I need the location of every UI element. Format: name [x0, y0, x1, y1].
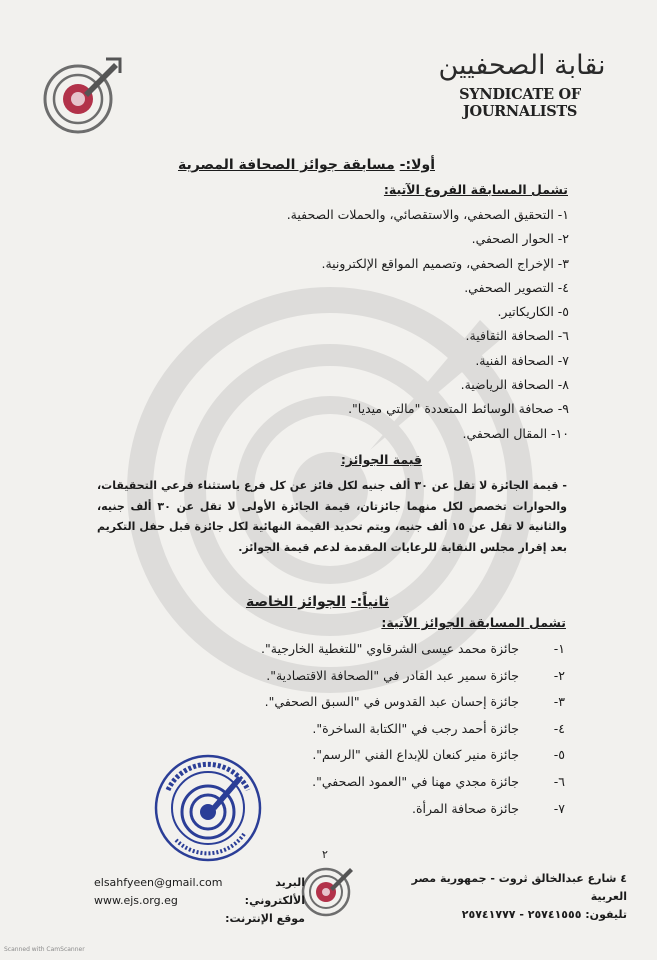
footer-phone: تليفون: ٢٥٧٤١٥٥٥ - ٢٥٧٤١٧٧٧ — [461, 908, 627, 921]
list-item: ٣- الإخراج الصحفي، وتصميم المواقع الإلكترونية. — [321, 255, 569, 271]
branches-list — [287, 203, 569, 446]
list-item: ٦- الصحافة الثقافية. — [465, 328, 569, 344]
syndicate-stamp-icon — [152, 752, 264, 864]
list-item: ٤- التصوير الصحفي. — [464, 279, 569, 295]
logo-english-text: SYNDICATE OF JOURNALISTS — [459, 86, 581, 120]
list-item: ٧-جائزة صحافة المرأة. — [412, 800, 565, 816]
email-link[interactable]: elsahfyeen@gmail.com — [94, 876, 223, 889]
prize-value-heading: قيمة الجوائز: — [340, 452, 422, 467]
logo-arabic-text: نقابة الصحفيين — [438, 50, 606, 81]
list-item: ٥- الكاريكاتير. — [497, 304, 569, 320]
branches-heading: تشمل المسابقة الفروع الآتية: — [383, 182, 568, 197]
section1-prefix: أولا:- — [399, 157, 435, 173]
section2-prefix: ثانياً:- — [350, 594, 389, 610]
list-item: ٤-جائزة أحمد رجب في "الكتابة الساخرة". — [312, 720, 565, 736]
footer-values — [94, 874, 223, 910]
list-item: ٦-جائزة مجدي مهنا في "العمود الصحفي". — [312, 773, 565, 789]
section2-title: الجوائز الخاصة — [245, 594, 346, 610]
email-label: البريد الألكتروني: — [244, 876, 305, 907]
list-item: ٢- الحوار الصحفي. — [471, 231, 569, 247]
website-link[interactable]: www.ejs.org.eg — [94, 894, 178, 907]
list-item: ١- التحقيق الصحفي، والاستقصائي، والحملات الصحفية. — [286, 207, 569, 222]
section1-title: مسابقة جوائز الصحافة المصرية — [177, 157, 395, 173]
list-item: ١٠- المقال الصحفي. — [462, 425, 569, 441]
syndicate-logo-icon — [40, 55, 122, 137]
website-label: موقع الإنترنت: — [225, 912, 305, 925]
section2-heading — [246, 594, 389, 610]
footer-logo-icon — [300, 862, 356, 918]
footer-labels — [215, 874, 305, 928]
list-item: ٧- الصحافة الفنية. — [475, 352, 569, 368]
list-item: ٥-جائزة منير كنعان للإبداع الفني "الرسم". — [312, 747, 565, 763]
section1-heading — [178, 157, 435, 173]
footer-address: ٤ شارع عبدالخالق ثروت - جمهورية مصر العربية — [411, 872, 627, 903]
prize-value-paragraph: - قيمة الجائزة لا تقل عن ٣٠ ألف جنيه لكل فائز عن كل فرع باستثناء فرعي التحقيقات، والحوارات تخصص لكل منهما جائزتان، قيمة الجائزة الأولى لا تقل عن ٣٠ ألف جنيه، والثانية لا تقل عن ١٥ ألف جنيه، ويتم تحديد القيمة النهائية لكل جائزة قبل حفل التكريم بعد إقرار مجلس النقابة للرعايات المقدمة لدعم قيمة الجوائز. — [97, 479, 568, 554]
page-number: ٢ — [322, 848, 328, 861]
list-item: ٢-جائزة سمير عبد القادر في "الصحافة الاقتصادية". — [266, 667, 565, 683]
list-item: ٨- الصحافة الرياضية. — [460, 377, 569, 393]
scanner-watermark: Scanned with CamScanner — [4, 946, 85, 953]
list-item: ١-جائزة محمد عيسى الشرقاوي "للتغطية الخارجية". — [261, 641, 565, 656]
list-item: ٣-جائزة إحسان عبد القدوس في "السبق الصحفي". — [264, 694, 565, 710]
footer-contact — [377, 870, 627, 924]
special-prizes-list — [261, 636, 565, 822]
special-prizes-heading: تشمل المسابقة الجوائز الآتية: — [381, 615, 566, 630]
list-item: ٩- صحافة الوسائط المتعددة "مالتي ميديا". — [348, 401, 569, 417]
